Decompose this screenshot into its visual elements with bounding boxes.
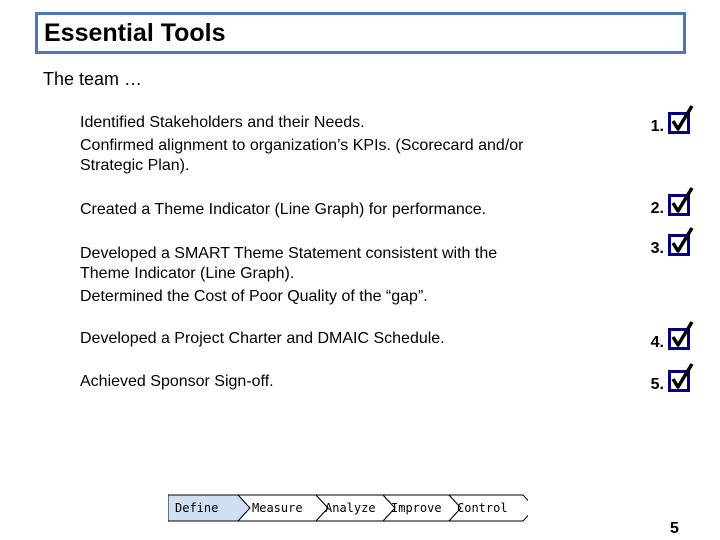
bullet-text: Developed a Project Charter and DMAIC Schedule. [80,330,445,347]
flow-step-measure: Measure [252,501,303,515]
bullet-text: Developed a SMART Theme Statement consistent with the Theme Indicator (Line Graph). [80,245,498,282]
checkbox-icon [668,370,692,394]
bullet-item [44,136,550,176]
bullet-item [44,200,550,220]
flow-step-analyze: Analyze [325,501,376,515]
intro-text: The team … [43,69,143,89]
bullet-text: Achieved Sponsor Sign-off. [80,373,274,390]
page-title: Essential Tools [38,15,683,51]
bullet-icon [44,113,80,133]
bullet-icon [44,329,80,349]
step-5 [640,370,692,394]
step-number: 4. [650,334,664,351]
flow-step-define: Define [175,501,219,515]
step-1 [640,112,692,136]
bullet-icon [44,372,80,392]
bullet-text: Created a Theme Indicator (Line Graph) for performance. [80,201,487,218]
bullet-item [44,329,550,349]
flow-step-control: Control [457,501,508,515]
step-3 [640,234,692,258]
step-4 [640,328,692,352]
checkbox-icon [668,328,692,352]
checkbox-icon [668,112,692,136]
bullet-item [44,113,550,133]
step-number: 2. [650,200,664,217]
bullet-item [44,244,550,284]
bullet-icon [44,200,80,220]
page-number: 5 [670,520,679,537]
step-number: 1. [650,118,664,135]
bullet-item [44,372,550,392]
step-number: 5. [650,376,664,393]
checkbox-icon [668,234,692,258]
bullet-item [44,287,550,307]
bullet-text: Identified Stakeholders and their Needs. [80,114,365,131]
dmaic-flow [168,494,528,522]
checkbox-icon [668,194,692,218]
step-number: 3. [650,240,664,257]
bullet-icon [44,136,80,176]
bullet-text: Determined the Cost of Poor Quality of the “gap”. [80,288,428,305]
bullet-text: Confirmed alignment to organization’s KPIs. (Scorecard and/or Strategic Plan). [80,137,524,174]
bullet-icon [44,287,80,307]
flow-step-improve: Improve [391,501,442,515]
title-box [35,12,686,54]
step-2 [640,194,692,218]
bullet-icon [44,244,80,284]
